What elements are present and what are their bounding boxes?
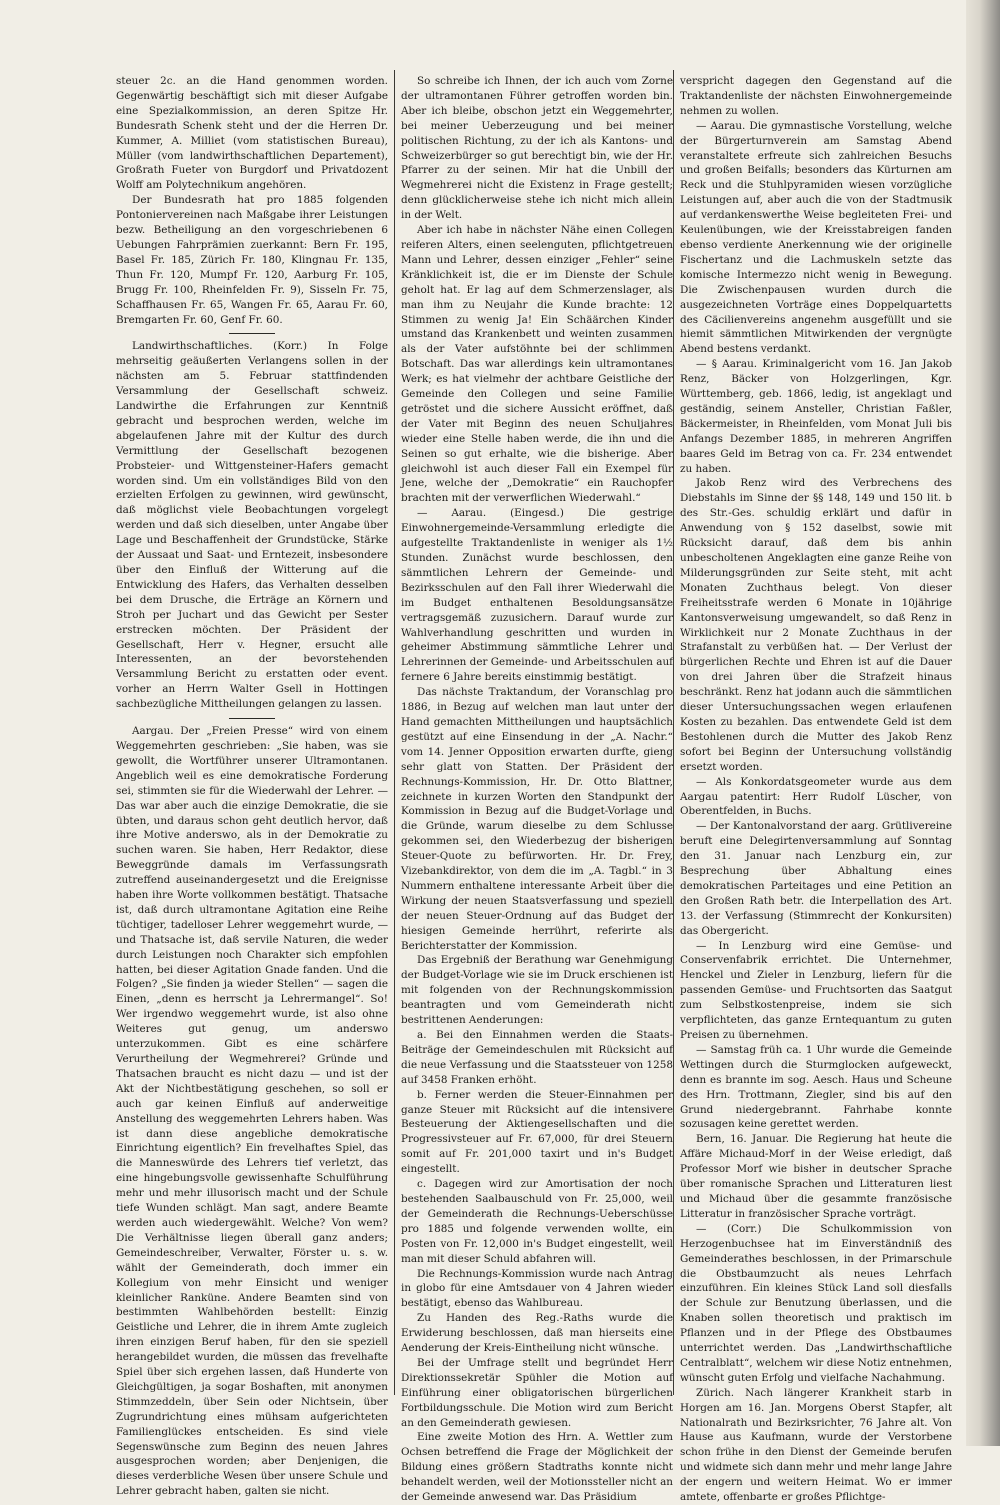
column-2 — [401, 74, 674, 1504]
article-list-item: b. Ferner werden die Steuer-Einnahmen per ganze Steuer mit Rücksicht auf die intensivere Besteuerung der Aktiengesellschaften und die Progressivsteuer auf Fr. 67,000, für drei Steuern somit auf Fr. 201,000 taxirt und in's Budget eingestellt. — [401, 1088, 673, 1176]
article-separator — [229, 333, 275, 334]
article-paragraph: So schreibe ich Ihnen, der ich auch vom Zorne der ultramontanen Führer getroffen worden bin. Aber ich bleibe, obschon jetzt ein Weggemehrter, bei meiner Ueberzeugung und bei meiner politischen Richtung, zu der ich als Kantons- und Schweizerbürger so gut berechtigt bin, wie der Hr. Pfarrer zu der seinen. Mir hat die Unbill der Wegmehrerei nicht die Existenz in Frage gestellt; denn glücklicherweise stehe ich nicht mich allein in der Welt. — [401, 75, 673, 222]
article-paragraph: Eine zweite Motion des Hrn. A. Wettler zum Ochsen betreffend die Frage der Möglichkeit der Bildung eines größern Stadtraths konnte nicht behandelt werden, weil der Motionssteller nicht an der Gemeinde anwesend war. Das Präsidium — [401, 1431, 673, 1504]
article-bern: Bern, 16. Januar. Die Regierung hat heute die Affäre Michaud-Morf in der Weise erledigt, daß Professor Morf wie bisher in deutscher Sprache über romanische Sprachen und Litteraturen liest und Michaud über die gesammte französische Litteratur in französischer Sprache vorträgt. — [680, 1133, 952, 1220]
column-1 — [116, 74, 388, 1498]
article-paragraph: verspricht dagegen den Gegenstand auf die Traktandenliste der nächsten Einwohnergemeinde nehmen zu wollen. — [680, 75, 952, 117]
article-paragraph: Die Rechnungs-Kommission wurde nach Antrag in globo für eine Amtsdauer von 4 Jahren wieder bestätigt, ebenso das Wahlbureau. — [401, 1267, 673, 1310]
column-3 — [680, 74, 952, 1504]
article-zuerich: Zürich. Nach längerer Krankheit starb in Horgen am 16. Jan. Morgens Oberst Stapfer, alt Nationalrath und Bezirksrichter, 76 Jahre alt. Von Hause aus Kaufmann, wurde der Verstorbene schon frühe in den Dienst der Gemeinde berufen und widmete sich dann mehr und mehr lange Jahre der engern und weitern Heimat. Wo er immer amtete, offenbarte er großes Pflichtge- — [680, 1386, 952, 1504]
column-rule — [673, 70, 674, 1395]
article-aargau-freie-presse: Aargau. Der „Freien Presse“ wird von einem Weggemehrten geschrieben: „Sie haben, was sie gewollt, die Wortführer unserer Ultramontanen. Angeblich weil es eine demokratische Forderung sei, stimmten sie für die Wiederwahl der Lehrer. — Das war aber auch die einzige Demokratie, die sie übten, und daraus schon geht deutlich hervor, daß ihre Motive anderswo, als in der Demokratie zu suchen waren. Sie haben, Herr Redaktor, diese Beweggründe damals im Verfassungsrath zutreffend auseinandergesetzt und die Ereignisse haben ihre Worte vollkommen bestätigt. Thatsache ist, daß durch ultramontane Agitation eine Reihe tüchtiger, tadelloser Lehrer weggemehrt wurde, — und Thatsache ist, daß servile Naturen, die weder durch Leistungen noch Charakter sich empfohlen hatten, bei dieser Agitation Gnade fanden. Und die Folgen? „Sie finden ja wieder Stellen“ — sagen die Einen, „denn es herrscht ja Lehrermangel“. So! Wer irgendwo weggemehrt wurde, ist also ohne Weiteres gut genug, um anderswo unterzukommen. Gibt es eine schärfere Verurtheilung der Wegmehrerei? Gründe und Thatsachen braucht es nicht dazu — und ist der Akt der Nichtbestätigung geschehen, so soll er auch gar keinen Einfluß auf anderweitige Anstellung des weggemehrten Lehrers haben. Was ist dann diese angebliche demokratische Einrichtung eigentlich? Ein frevelhaftes Spiel, das die Manneswürde des Lehrers tief verletzt, das eine hingebungsvolle gewissenhafte Schulführung mehr und mehr illusorisch macht und der Schule tiefe Wunden schlägt. Man sagt, andere Beamte werden auch wiedergewählt. Welche? Von wem? Die Verhältnisse liegen überall ganz anders; Gemeindeschreiber, Verwalter, Förster u. s. w. wählt der Gemeinderath, doch immer ein Kollegium von mehr Einsicht und weniger kleinlicher Rankünе. Andere Beamten sind von bestimmten Wahlbehörden bestellt: Einzig Geistliche und Lehrer, die in ihrem Amte zugleich ihren einzigen Beruf haben, für den sie speziell herangebildet wurden, die müssen das frevelhafte Spiel über sich ergehen lassen, daß Hunderte von Gleichgültigen, ja sogar Boshaften, mit anonymen Stimmzeddeln, über Sein oder Nichtsein, über Zugrundrichtung eines mühsam aufgerichteten Familienglückes entscheiden. Es sind viele Segenswünsche zum Beginn des neuen Jahres ausgesprochen worden; aber Denjenigen, die dieses verderbliche Wesen über unsere Schule und Lehrer gebracht haben, galten sie nicht. — [116, 725, 388, 1498]
article-kriminalgericht: — § Aarau. Kriminalgericht vom 16. Jan Jakob Renz, Bäcker von Holzgerlingen, Kgr. Württemberg, geb. 1866, ledig, ist angeklagt und geständig, seinem Ansteller, Christian Faßler, Bäckermeister, in Rheinfelden, vom Monat Juli bis Anfangs Dezember 1885, in mehreren Angriffen baares Geld im Betrag von ca. Fr. 234 entwendet zu haben. — [680, 358, 952, 475]
article-aarau-einwohnergemeinde: — Aarau. (Eingesd.) Die gestrige Einwohnergemeinde-Versammlung erledigte die aufgestellte Traktandenliste in weniger als 1½ Stunden. Zunächst wurde beschlossen, den sämmtlichen Lehrern der Gemeinde- und Bezirksschulen auf den Fall ihrer Wiederwahl die im Budget enthaltenen Besoldungsansätze vertragsgemäß zuzusichern. Darauf wurde zur Wahlverhandlung geschritten und wurden in geheimer Abstimmung sämmtliche Lehrer und Lehrerinnen der Gemeinde- und Arbeitsschulen auf fernere 6 Jahre bereits einstimmig bestätigt. — [401, 507, 674, 684]
article-list-item: c. Dagegen wird zur Amortisation der noch bestehenden Saalbauschuld von Fr. 25,000, weil der Gemeinderath die Rechnungs-Ueberschüsse pro 1885 und folgende verwenden wollte, ein Posten von Fr. 12,000 in's Budget eingestellt, weil man mit dieser Schuld abfahren will. — [401, 1178, 673, 1265]
article-paragraph: Jakob Renz wird des Verbrechens des Diebstahls im Sinne der §§ 148, 149 und 150 lit. b des Str.-Ges. schuldig erklärt und dafür in Anwendung von § 152 daselbst, sowie mit Rücksicht darauf, daß dem bis anhin unbescholtenen Angeklagten eine ganze Reihe von Milderungsgründen zur Seite steht, mit acht Monaten Zuchthaus belegt. Von dieser Freiheitsstrafe werden 6 Monate in 10jährige Kantonsverweisung umgewandelt, so daß Renz in Wirklichkeit nur 2 Monate Zuchthaus in der Strafanstalt zu verbüßen hat. — Der Verlust der bürgerlichen Rechte und Ehren ist auf die Dauer von drei Jahren über die Strafzeit hinaus beschränkt. Renz hat jodann auch die sämmtlichen dieser Untersuchungssachen wegen erlaufenen Kosten zu bezahlen. Das entwendete Geld ist dem Bestohlenen durch die Mutter des Jakob Renz sofort bei Beginn der Untersuchung vollständig ersetzt worden. — [680, 477, 952, 773]
article-wettingen: — Samstag früh ca. 1 Uhr wurde die Gemeinde Wettingen durch die Sturmglocken aufgeweckt, denn es brannte im sog. Aesch. Haus und Scheune des Hrn. Trottmann, Ziegler, sind bis auf den Grund niedergebrannt. Fahrhabe konnte sozusagen keine gerettet werden. — [680, 1043, 952, 1131]
article-paragraph: Das Ergebniß der Berathung war Genehmigung der Budget-Vorlage wie sie im Druck erschienen ist mit folgenden von der Rechnungskommission beantragten und vom Gemeinderath nicht bestrittenen Aenderungen: — [401, 954, 673, 1027]
article-paragraph: Zu Handen des Reg.-Raths wurde die Erwiderung beschlossen, daß man hierseits eine Aenderung der Kreis-Eintheilung nicht wünsche. — [401, 1312, 673, 1355]
article-lenzburg: — In Lenzburg wird eine Gemüse- und Conservenfabrik errichtet. Die Unternehmer, Henckel und Zieler in Lenzburg, liefern für die passenden Gemüse- und Fruchtsorten das Saatgut zum Selbstkostenpreise, indem sie sich verpflichteten, das ganze Erntequantum zu guten Preisen zu übernehmen. — [680, 939, 952, 1041]
column-rule — [394, 70, 395, 1395]
article-pontoniervereine: Der Bundesrath hat pro 1885 folgenden Pontoniervereinen nach Maßgabe ihrer Leistungen bezw. Betheiligung an den vorgeschriebenen 6 Uebungen Fahrprämien zuerkannt: Bern Fr. 195, Basel Fr. 185, Zürich Fr. 180, Klingnau Fr. 135, Thun Fr. 120, Mumpf Fr. 120, Aarburg Fr. 105, Brugg Fr. 100, Rheinfelden Fr. 9), Sisseln Fr. 75, Schaffhausen Fr. 65, Wangen Fr. 65, Aarau Fr. 60, Bremgarten Fr. 60, Genf Fr. 60. — [116, 194, 388, 326]
article-landwirthschaftliches: Landwirthschaftliches. (Korr.) In Folge mehrseitig geäußerten Verlangens sollen in der nächsten am 5. Februar stattfindenden Versammlung der Gesellschaft schweiz. Landwirthe die Erfahrungen zur Kenntniß gebracht und besprochen werden, welche im abgelaufenen Jahre mit der Kultur des durch Vermittlung der Gesellschaft bezogenen Probsteier- und Wittgensteiner-Hafers gemacht worden sind. Um ein vollständiges Bild von den erzielten Erfolgen zu gewinnen, wird gewünscht, daß möglichst viele Beobachtungen vorgelegt werden und daß sich dieselben, unter Angabe über Lage und Beschaffenheit der Grundstücke, Stärke der Aussaat und Saat- und Erntezeit, insbesondere über den Einfluß der Witterung auf die Entwicklung des Hafers, das Verhalten desselben bei dem Drusche, die Erträge an Körnern und Stroh per Juchart und das Gewicht per Sester erstrecken möchten. Der Präsident der Gesellschaft, Herr v. Hegner, ersucht alle Interessenten, an der bevorstehenden Versammlung Bericht zu erstatten oder event. vorher an Herrn Walter Gsell in Hottingen sachbezügliche Mittheilungen gelangen zu lassen. — [116, 340, 388, 711]
article-aarau-buergerturnverein: — Aarau. Die gymnastische Vorstellung, welche der Bürgerturnverein am Samstag Abend veranstaltete erfreute sich zahlreichen Besuchs und großen Beifalls; besonders das Kürturnen am Reck und die Stuhlpyramiden wiesen vorzügliche Leistungen auf, aber auch die von der Stadtmusik auf verdankenswerthe Weise begleiteten Frei- und Keulenübungen, wie der Kreisstabreigen fanden ebenso verdiente Anerkennung wie der originelle Fischertanz und die Lachmuskeln setzte das komische Intermezzo nicht wenig in Bewegung. Die Zwischenpausen wurden durch die ausgezeichneten Vorträge eines Doppelquartetts des Cäcilienvereins angenehm ausgefüllt und sie hiemit sämmtlichen Mitwirkenden der vergnügte Abend bestens verdankt. — [680, 119, 952, 356]
article-paragraph: Bei der Umfrage stellt und begründet Herr Direktionssekretär Spühler die Motion auf Einführung einer obligatorischen bürgerlichen Fortbildungsschule. Die Motion wird zum Bericht an den Gemeinderath gewiesen. — [401, 1356, 673, 1429]
article-paragraph: Aber ich habe in nächster Nähe einen Collegen reiferen Alters, einen seelenguten, pflichtgetreuen Mann und Lehrer, dessen einziger „Fehler“ seine Kränklichkeit ist, die er im Dienste der Schule geholt hat. Er lag auf dem Schmerzenslager, als man ihm zu Neujahr die Kunde brachte: 12 Stimmen zu wenig Ja! Ein Schäärchen Kinder umstand das Krankenbett und weinten zusammen als der Vater aufstöhnte bei der schlimmen Botschaft. Das war allerdings kein ultramontanes Werk; es hat vielmehr der achtbare Geistliche der Gemeinde den Collegen und seine Familie getröstet und die sichere Aussicht eröffnet, daß der Vater mit Beginn des neuen Schuljahres wieder eine Stelle haben werde, die ihn und die Seinen so gut erhalte, wie die bisherige. Aber gleichwohl ist auch dieser Fall ein Exempel für Jene, welche der „Demokratie“ ein Rauchopfer brachten mit der verwerflichen Wiederwahl.“ — [401, 224, 673, 505]
article-statistik-continued: steuer 2c. an die Hand genommen worden. Gegenwärtig beschäftigt sich mit dieser Aufgabe eine Spezialkommission, an deren Spitze Hr. Bundesrath Schenk steht und der die Herren Dr. Kummer, A. Milliet (vom statistischen Bureau), Müller (vom landwirthschaftlichen Departement), Großrath Fueter von Burgdorf und Privatdozent Wolff am Polytechnikum angehören. — [116, 75, 388, 192]
article-herzogenbuchsee: — (Corr.) Die Schulkommission von Herzogenbuchsee hat im Einverständniß des Gemeinderathes beschlossen, in der Primarschule die Obstbaumzucht als neues Lehrfach einzuführen. Ein kleines Stück Land soll diesfalls der Schule zur Benutzung überlassen, und die Knaben sollen theoretisch und praktisch im Pflanzen und in der Pflege des Obstbaumes unterrichtet werden. Das „Landwirthschaftliche Centralblatt“, welchem wir diese Notiz entnehmen, wünscht guten Erfolg und vielfache Nachahmung. — [680, 1222, 952, 1384]
article-list-item: a. Bei den Einnahmen werden die Staats-Beiträge der Gemeindeschulen mit Rücksicht auf die neue Verfassung und die Staatssteuer von 1258 auf 3458 Franken erhöht. — [401, 1029, 673, 1086]
article-konkordatsgeometer: — Als Konkordatsgeometer wurde aus dem Aargau patentirt: Herr Rudolf Lüscher, von Oberentfelden, in Buchs. — [680, 775, 952, 818]
article-gruetlivereine: — Der Kantonalvorstand der aarg. Grütlivereine beruft eine Delegirtenversammlung auf Sonntag den 31. Januar nach Lenzburg ein, zur Besprechung über Abhaltung eines demokratischen Parteitages und eine Petition an den Großen Rath betr. die Interpellation des Art. 13. der Verfassung (Stimmrecht der Konkursiten) das Obergericht. — [680, 820, 952, 937]
newspaper-page — [116, 62, 952, 1504]
scan-edge — [966, 0, 1000, 1446]
article-paragraph: Das nächste Traktandum, der Voranschlag pro 1886, in Bezug auf welchen man laut unter der Hand gemachten Mittheilungen und hauptsächlich gestützt auf eine Einsendung in der „A. Nachr.“ vom 14. Jenner Opposition erwarten durfte, gieng sehr glatt von Statten. Der Präsident der Rechnungs-Kommission, Hr. Dr. Otto Blattner, zeichnete in kurzen Worten den Standpunkt der Kommission in Bezug auf die Budget-Vorlage und die Gründe, warum dieselbe zu dem Schlusse gekommen sei, den Wiederbezug der bisherigen Steuer-Quote zu befürworten. Hr. Dr. Frey, Vizebankdirektor, von dem die im „A. Tagbl.“ in 3 Nummern enthaltene interessante Arbeit über die Wirkung der neuen Staatsverfassung und speziell der neuen Steuer-Ordnung auf das Budget der hiesigen Gemeinde herrührt, referirte als Berichterstatter der Kommission. — [401, 686, 673, 952]
article-separator — [229, 718, 275, 719]
